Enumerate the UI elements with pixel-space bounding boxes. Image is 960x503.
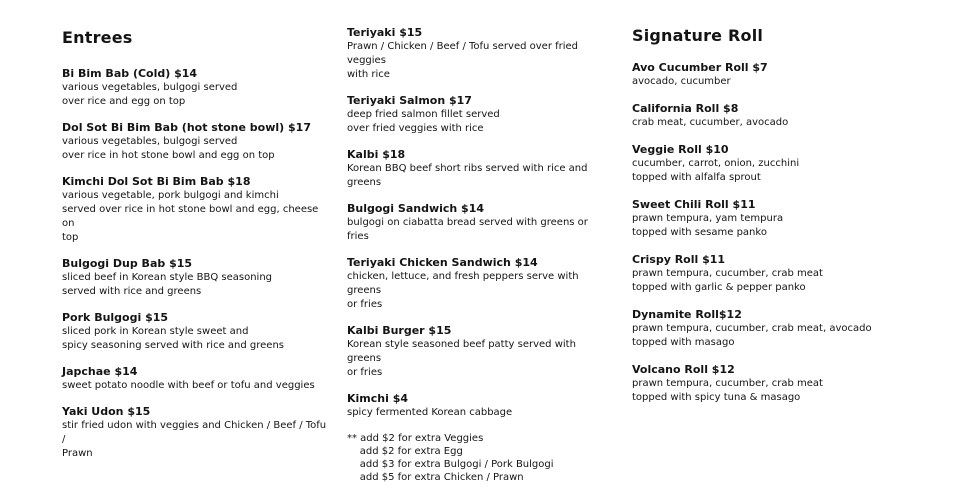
item-name: Dol Sot Bi Bim Bab (hot stone bowl) $17 — [62, 121, 311, 134]
item-desc-line: stir fried udon with veggies and Chicken / Beef / Tofu / — [62, 420, 327, 445]
entrees-column — [62, 0, 332, 472]
item-desc-line: Korean BBQ beef short ribs served with rice and — [347, 163, 588, 174]
item-desc-line: top — [62, 232, 79, 243]
menu-item — [347, 201, 612, 244]
item-name: Bulgogi Dup Bab $15 — [62, 257, 193, 270]
menu-item — [632, 142, 912, 185]
item-name: California Roll $8 — [632, 102, 739, 115]
signature-column — [632, 0, 912, 417]
extras-note-line: add $5 for extra Chicken / Prawn — [347, 472, 524, 483]
item-desc-line: topped with alfalfa sprout — [632, 172, 761, 183]
item-name: Kalbi Burger $15 — [347, 324, 452, 337]
item-desc-line: avocado, cucumber — [632, 76, 731, 87]
item-name: Bulgogi Sandwich $14 — [347, 202, 485, 215]
item-desc-line: bulgogi on ciabatta bread served with greens or fries — [347, 217, 588, 242]
item-desc-line: topped with masago — [632, 337, 735, 348]
item-desc-line: Prawn / Chicken / Beef / Tofu served over fried veggies — [347, 41, 579, 66]
menu-item — [347, 255, 612, 312]
menu-item — [62, 404, 332, 461]
menu-item — [347, 25, 612, 82]
item-desc-line: served over rice in hot stone bowl and egg, cheese on — [62, 204, 319, 229]
item-desc-line: prawn tempura, cucumber, crab meat — [632, 268, 823, 279]
item-name: Teriyaki Chicken Sandwich $14 — [347, 256, 538, 269]
item-desc-line: sweet potato noodle with beef or tofu and veggies — [62, 380, 315, 391]
item-desc-line: served with rice and greens — [62, 286, 202, 297]
item-name: Kimchi $4 — [347, 392, 409, 405]
item-desc-line: topped with spicy tuna & masago — [632, 392, 801, 403]
menu-item — [632, 60, 912, 89]
item-name: Teriyaki $15 — [347, 26, 423, 39]
extras-note-line: ** add $2 for extra Veggies — [347, 433, 484, 444]
menu-item — [632, 307, 912, 350]
menu-item — [62, 120, 332, 163]
item-desc-line: spicy seasoning served with rice and greens — [62, 340, 284, 351]
item-desc-line: deep fried salmon fillet served — [347, 109, 500, 120]
extras-note-line: add $2 for extra Egg — [347, 446, 463, 457]
menu-item — [347, 323, 612, 380]
item-name: Crispy Roll $11 — [632, 253, 726, 266]
item-desc-line: topped with sesame panko — [632, 227, 767, 238]
menu-item — [632, 197, 912, 240]
item-desc-line: spicy fermented Korean cabbage — [347, 407, 513, 418]
entrees-list — [62, 66, 332, 461]
item-name: Avo Cucumber Roll $7 — [632, 61, 768, 74]
item-name: Volcano Roll $12 — [632, 363, 735, 376]
item-desc-line: Prawn — [62, 448, 93, 459]
menu-item — [632, 252, 912, 295]
extras-note-line: add $3 for extra Bulgogi / Pork Bulgogi — [347, 459, 554, 470]
item-desc-line: topped with garlic & pepper panko — [632, 282, 806, 293]
item-desc-line: prawn tempura, cucumber, crab meat — [632, 378, 823, 389]
item-desc-line: with rice — [347, 69, 390, 80]
menu-item — [347, 93, 612, 136]
item-desc-line: chicken, lettuce, and fresh peppers serve with greens — [347, 271, 579, 296]
item-desc-line: various vegetables, bulgogi served — [62, 136, 238, 147]
signature-heading: Signature Roll — [632, 26, 764, 45]
item-desc-line: prawn tempura, cucumber, crab meat, avocado — [632, 323, 872, 334]
extras-notes — [347, 432, 612, 484]
item-name: Dynamite Roll$12 — [632, 308, 742, 321]
item-name: Sweet Chili Roll $11 — [632, 198, 756, 211]
item-desc-line: over fried veggies with rice — [347, 123, 484, 134]
middle-column — [347, 0, 612, 484]
item-desc-line: Korean style seasoned beef patty served with greens — [347, 339, 576, 364]
menu-item — [62, 174, 332, 245]
menu-item — [62, 66, 332, 109]
item-desc-line: crab meat, cucumber, avocado — [632, 117, 789, 128]
item-name: Kalbi $18 — [347, 148, 406, 161]
item-desc-line: over rice in hot stone bowl and egg on top — [62, 150, 275, 161]
middle-list — [347, 0, 612, 484]
menu-item — [62, 310, 332, 353]
menu-item — [347, 147, 612, 190]
menu-item — [632, 101, 912, 130]
item-desc-line: over rice and egg on top — [62, 96, 186, 107]
menu-item — [62, 256, 332, 299]
item-desc-line: prawn tempura, yam tempura — [632, 213, 784, 224]
item-name: Pork Bulgogi $15 — [62, 311, 169, 324]
item-desc-line: various vegetable, pork bulgogi and kimchi — [62, 190, 279, 201]
item-name: Teriyaki Salmon $17 — [347, 94, 472, 107]
item-desc-line: sliced pork in Korean style sweet and — [62, 326, 249, 337]
item-desc-line: greens — [347, 177, 382, 188]
menu-item — [632, 362, 912, 405]
item-name: Yaki Udon $15 — [62, 405, 151, 418]
item-name: Bi Bim Bab (Cold) $14 — [62, 67, 198, 80]
item-name: Veggie Roll $10 — [632, 143, 729, 156]
item-desc-line: or fries — [347, 299, 383, 310]
signature-list — [632, 60, 912, 405]
menu-item — [347, 391, 612, 420]
item-desc-line: or fries — [347, 367, 383, 378]
menu-item — [62, 364, 332, 393]
item-desc-line: various vegetables, bulgogi served — [62, 82, 238, 93]
item-name: Kimchi Dol Sot Bi Bim Bab $18 — [62, 175, 251, 188]
item-name: Japchae $14 — [62, 365, 138, 378]
item-desc-line: cucumber, carrot, onion, zucchini — [632, 158, 800, 169]
item-desc-line: sliced beef in Korean style BBQ seasoning — [62, 272, 273, 283]
entrees-heading: Entrees — [62, 28, 133, 47]
